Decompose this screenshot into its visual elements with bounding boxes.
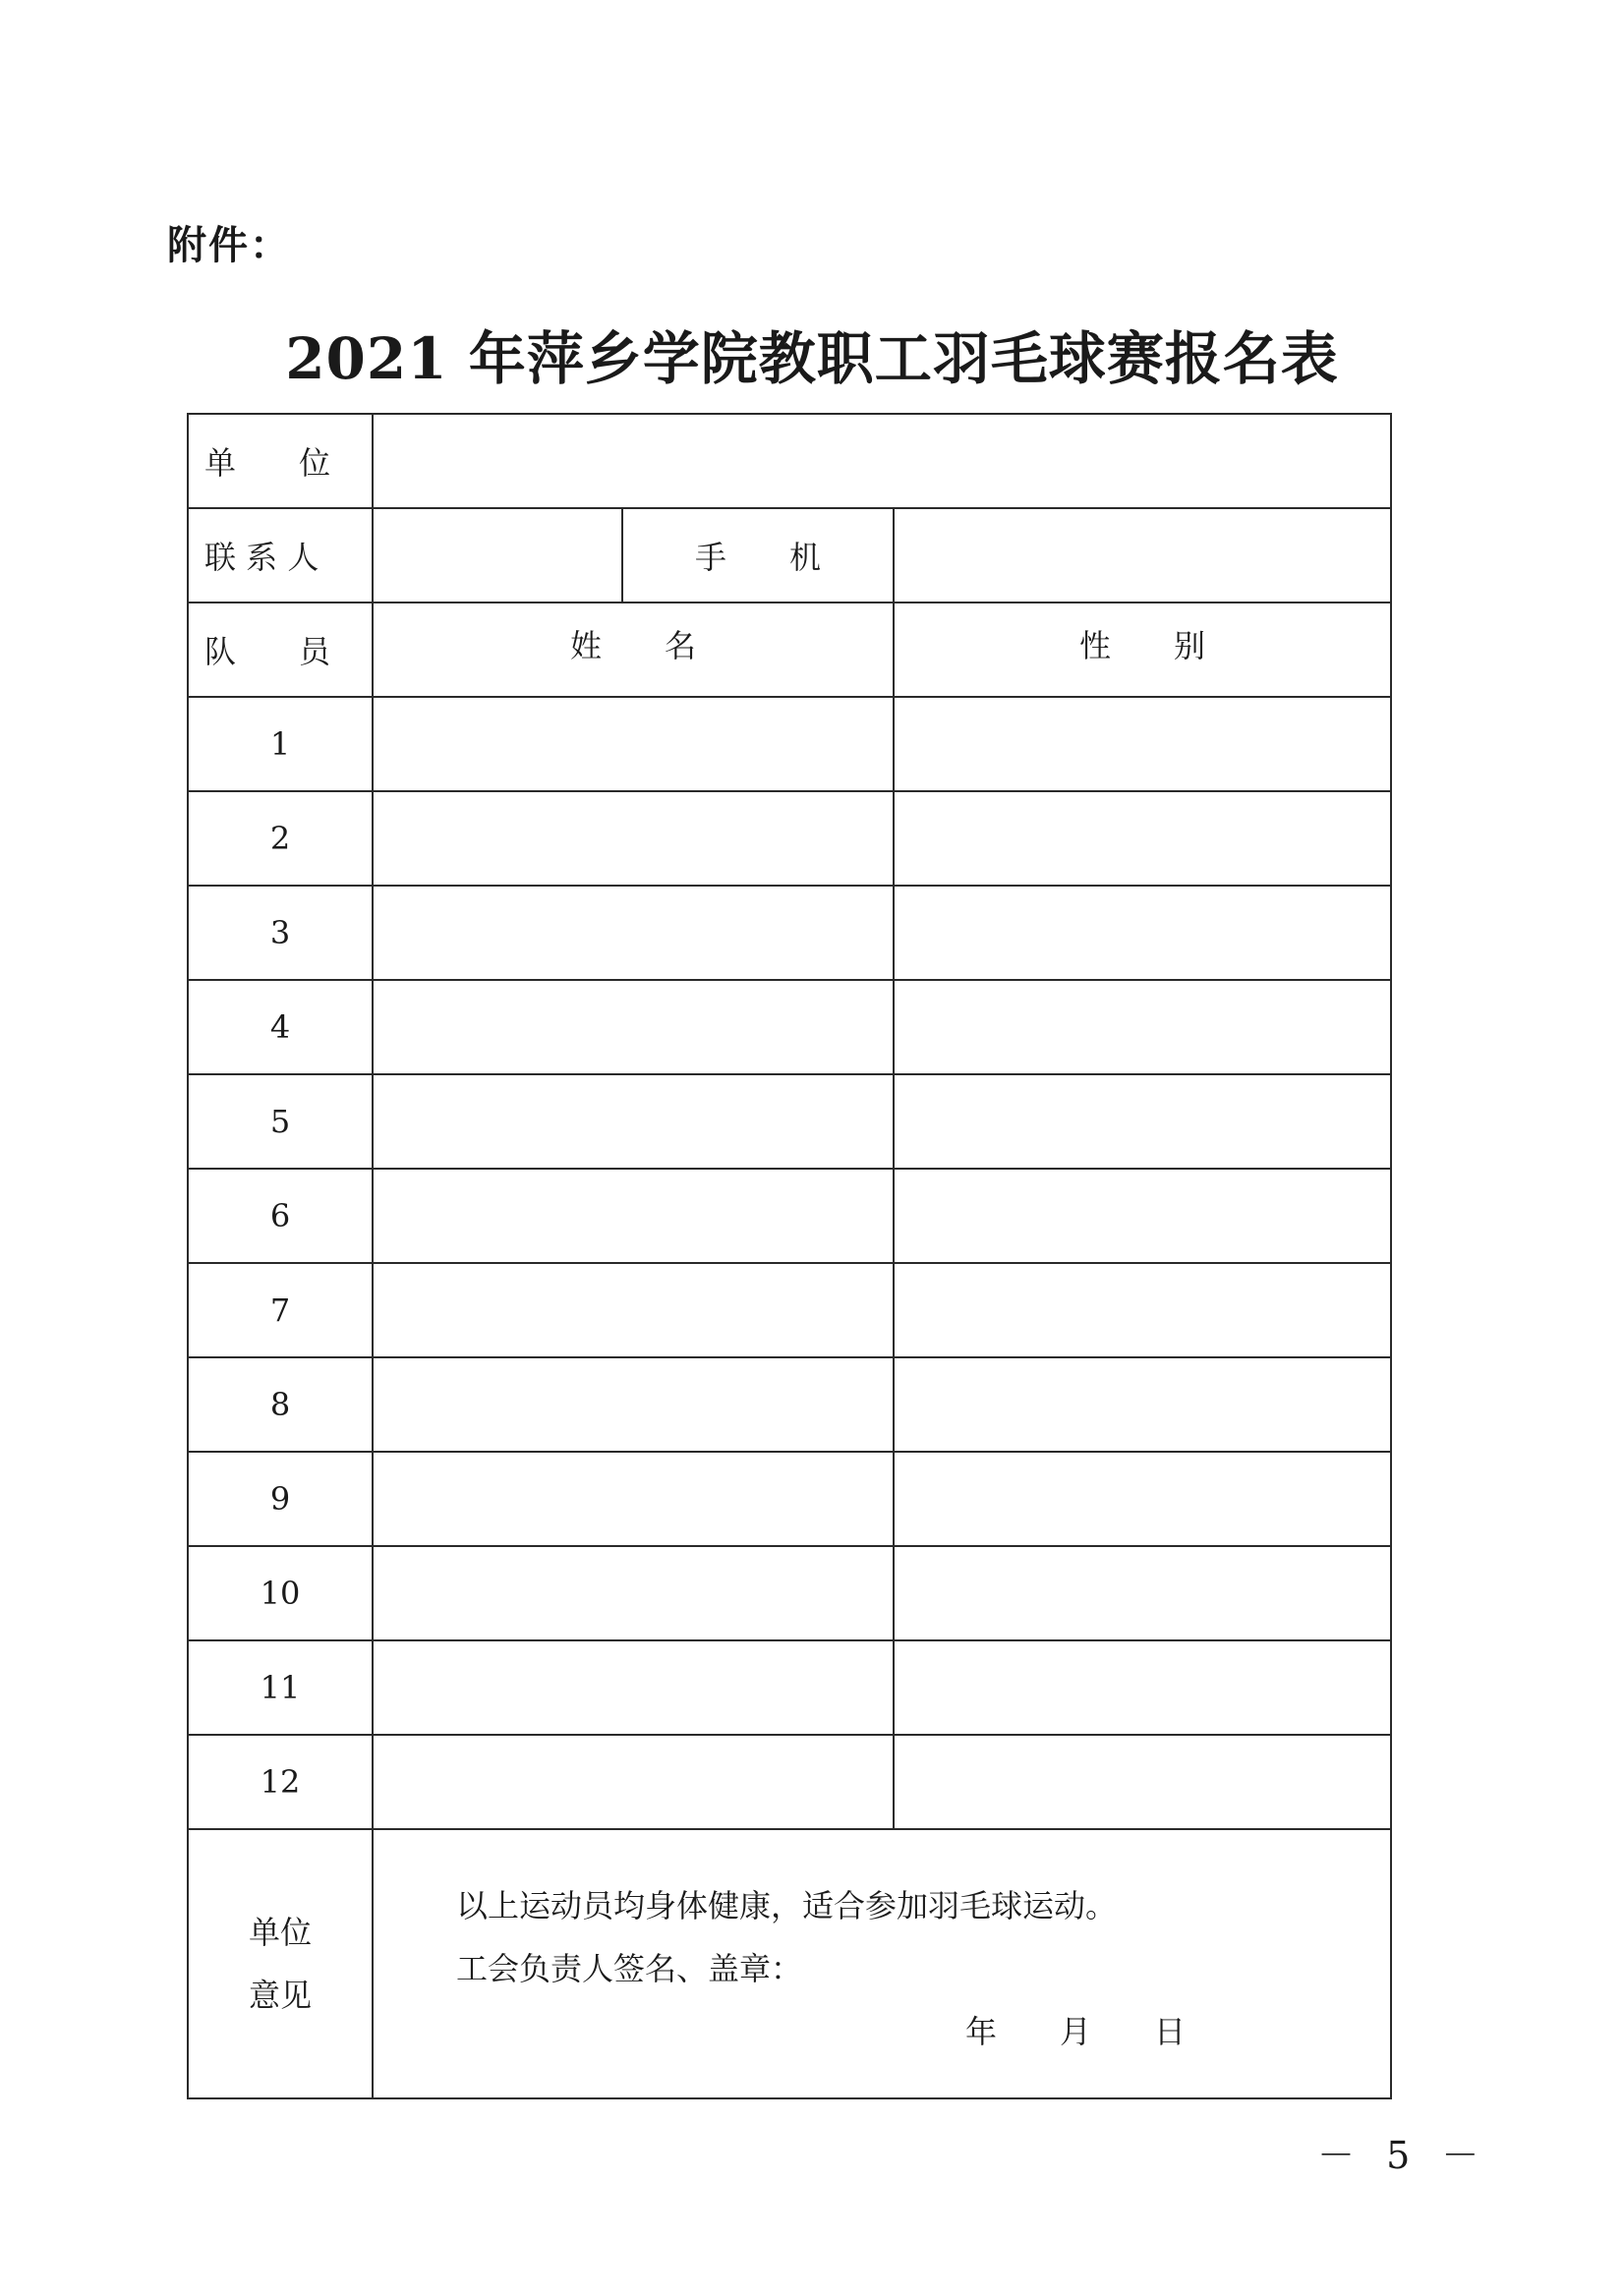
opinion-label [188, 1829, 373, 2098]
member-number: 6 [188, 1169, 373, 1263]
member-gender-field[interactable] [894, 1452, 1391, 1546]
member-number: 11 [188, 1640, 373, 1735]
member-gender-field[interactable] [894, 1546, 1391, 1640]
member-row [188, 1169, 1391, 1263]
member-number: 1 [188, 697, 373, 791]
member-number: 12 [188, 1735, 373, 1829]
page-number: － 5 － [1317, 2134, 1489, 2177]
phone-field[interactable] [894, 508, 1391, 603]
member-name-field[interactable] [373, 791, 894, 886]
contact-row [188, 508, 1391, 603]
unit-row [188, 414, 1391, 508]
member-gender-field[interactable] [894, 886, 1391, 980]
member-row [188, 791, 1391, 886]
member-number: 4 [188, 980, 373, 1074]
unit-opinion-row [188, 1829, 1391, 2098]
member-row [188, 1452, 1391, 1546]
member-row [188, 1263, 1391, 1357]
member-gender-field[interactable] [894, 791, 1391, 886]
member-number: 7 [188, 1263, 373, 1357]
member-gender-field[interactable] [894, 1640, 1391, 1735]
member-name-field[interactable] [373, 1546, 894, 1640]
member-row [188, 980, 1391, 1074]
contact-field[interactable] [373, 508, 622, 603]
opinion-body[interactable] [373, 1829, 1391, 2098]
members-label: 队 员 [188, 603, 373, 697]
member-row [188, 1640, 1391, 1735]
member-name-field[interactable] [373, 1263, 894, 1357]
member-name-field[interactable] [373, 1452, 894, 1546]
unit-field[interactable] [373, 414, 1391, 508]
member-row [188, 1074, 1391, 1169]
member-gender-field[interactable] [894, 1074, 1391, 1169]
member-number: 8 [188, 1357, 373, 1452]
member-number: 3 [188, 886, 373, 980]
name-column-header: 姓 名 [373, 603, 894, 697]
date-line: 年 月 日 [965, 2013, 1187, 2050]
member-number: 9 [188, 1452, 373, 1546]
member-row [188, 1546, 1391, 1640]
member-gender-field[interactable] [894, 1735, 1391, 1829]
members-header-row [188, 603, 1391, 697]
signature-line: 工会负责人签名、盖章： [456, 1950, 803, 1987]
member-name-field[interactable] [373, 980, 894, 1074]
phone-label: 手 机 [622, 508, 894, 603]
member-name-field[interactable] [373, 1640, 894, 1735]
member-gender-field[interactable] [894, 1169, 1391, 1263]
member-name-field[interactable] [373, 1074, 894, 1169]
member-name-field[interactable] [373, 1169, 894, 1263]
form-body [188, 414, 1391, 2098]
member-gender-field[interactable] [894, 980, 1391, 1074]
member-name-field[interactable] [373, 697, 894, 791]
member-number: 2 [188, 791, 373, 886]
attachment-label: 附件： [167, 223, 291, 268]
member-row [188, 1735, 1391, 1829]
member-row [188, 1357, 1391, 1452]
member-number: 5 [188, 1074, 373, 1169]
gender-column-header: 性 别 [894, 603, 1391, 697]
registration-form-table [187, 413, 1392, 2099]
opinion-statement: 以上运动员均身体健康，适合参加羽毛球运动。 [456, 1887, 1118, 1924]
document-title: 2021 年萍乡学院教职工羽毛球赛报名表 [285, 325, 1339, 392]
member-gender-field[interactable] [894, 1357, 1391, 1452]
opinion-label-line2: 意见 [248, 1977, 312, 2014]
member-gender-field[interactable] [894, 697, 1391, 791]
opinion-label-line1: 单位 [248, 1914, 312, 1951]
member-name-field[interactable] [373, 1735, 894, 1829]
member-number: 10 [188, 1546, 373, 1640]
member-row [188, 886, 1391, 980]
contact-label: 联 系 人 [188, 508, 373, 603]
member-name-field[interactable] [373, 886, 894, 980]
member-row [188, 697, 1391, 791]
member-name-field[interactable] [373, 1357, 894, 1452]
member-gender-field[interactable] [894, 1263, 1391, 1357]
unit-label: 单 位 [188, 414, 373, 508]
